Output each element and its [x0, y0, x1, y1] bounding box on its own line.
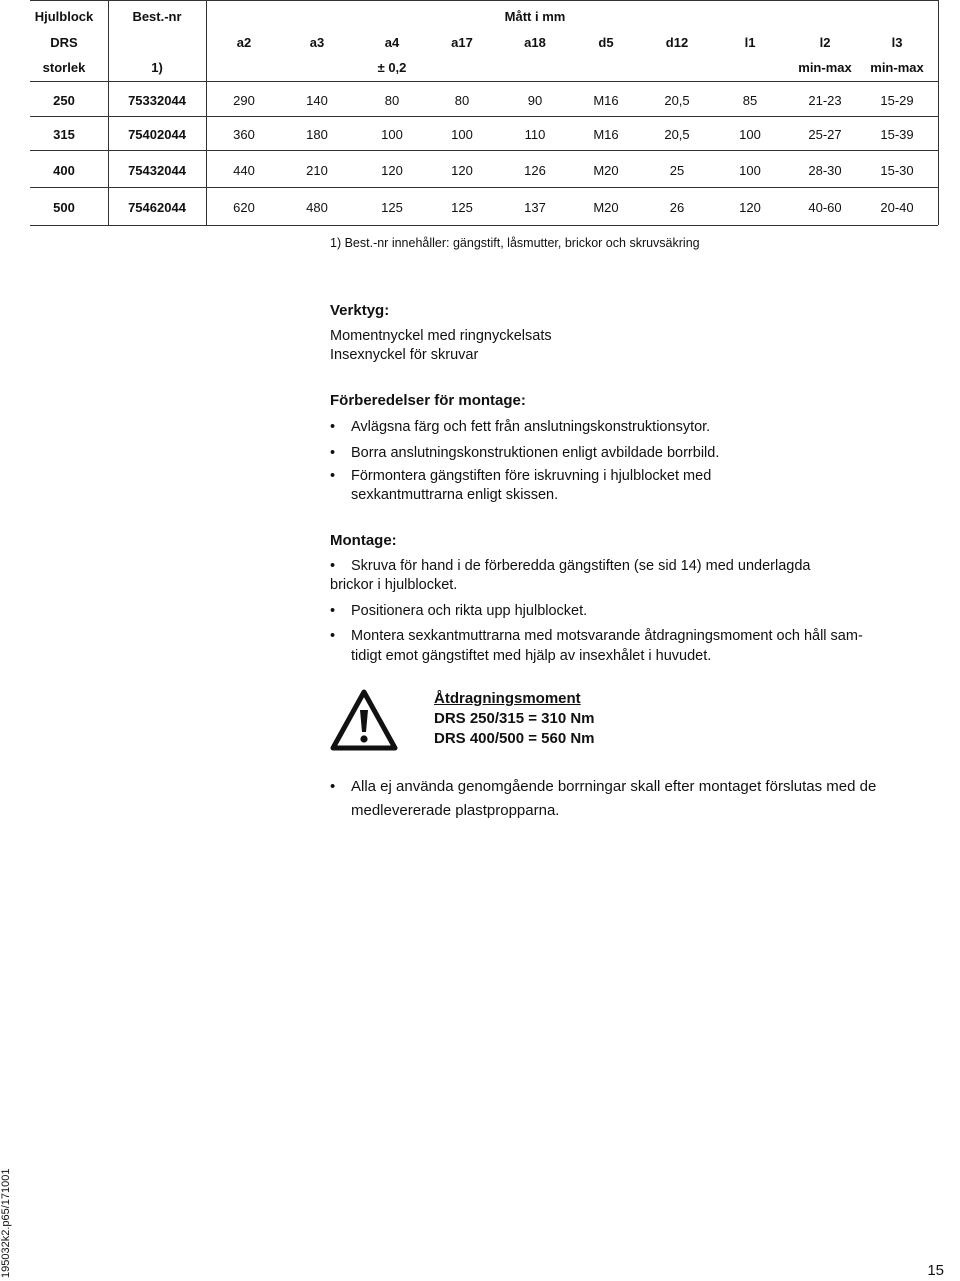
table-cell: M16 — [593, 127, 619, 142]
table-cell: 480 — [306, 200, 328, 215]
table-cell: a18 — [524, 35, 546, 50]
table-row — [30, 163, 938, 179]
table-cell: 26 — [669, 200, 685, 215]
list-item-text: Alla ej använda genomgående borrningar skall efter montaget förslutas med de — [351, 778, 877, 795]
table-cell: 100 — [451, 127, 473, 142]
table-cell: 100 — [381, 127, 403, 142]
table-cell: 250 — [53, 93, 75, 108]
table-cell: 125 — [451, 200, 473, 215]
table-cell: l1 — [744, 35, 756, 50]
table-cell: 100 — [739, 127, 761, 142]
table-cell: a17 — [451, 35, 473, 50]
table-cell: ± 0,2 — [377, 60, 407, 75]
table-cell: 80 — [454, 93, 470, 108]
table-cell: 210 — [306, 163, 328, 178]
table-cell: 315 — [53, 127, 75, 142]
bullet-icon: • — [330, 628, 336, 644]
table-group-header: Mått i mm — [504, 9, 566, 24]
table-cell: 1) — [151, 60, 163, 75]
table-cell: Best.-nr — [132, 9, 182, 24]
preparations-heading: Förberedelser för montage: — [330, 392, 526, 409]
warning-triangle-icon — [330, 688, 398, 752]
table-cell: 120 — [451, 163, 473, 178]
bullet-icon: • — [330, 445, 336, 461]
table-footnote: 1) Best.-nr innehåller: gängstift, låsmutter, brickor och skruvsäkring — [330, 236, 700, 250]
table-column-divider — [206, 0, 207, 225]
table-cell: a3 — [309, 35, 325, 50]
table-cell: 180 — [306, 127, 328, 142]
table-cell: d5 — [598, 35, 614, 50]
table-cell: 15-39 — [880, 127, 914, 142]
table-header-row — [30, 35, 938, 51]
table-cell: 290 — [233, 93, 255, 108]
bullet-icon: • — [330, 468, 336, 484]
table-cell: 25-27 — [808, 127, 842, 142]
list-item-text-cont: brickor i hjulblocket. — [330, 577, 458, 593]
bullet-icon: • — [330, 778, 336, 795]
table-cell: M16 — [593, 93, 619, 108]
table-cell: 137 — [524, 200, 546, 215]
table-cell: 90 — [527, 93, 543, 108]
torque-line-2: DRS 400/500 = 560 Nm — [434, 730, 595, 747]
table-cell: 140 — [306, 93, 328, 108]
table-cell: DRS — [50, 35, 78, 50]
table-cell: 85 — [742, 93, 758, 108]
table-rule — [30, 81, 938, 82]
table-cell: a2 — [236, 35, 252, 50]
table-cell: 120 — [739, 200, 761, 215]
table-rule — [30, 187, 938, 188]
table-cell: 100 — [739, 163, 761, 178]
torque-title: Åtdragningsmoment — [434, 690, 581, 707]
table-cell: 440 — [233, 163, 255, 178]
table-cell: 400 — [53, 163, 75, 178]
table-header-row — [30, 60, 938, 76]
table-cell: 620 — [233, 200, 255, 215]
bullet-icon: • — [330, 419, 336, 435]
table-cell: 28-30 — [808, 163, 842, 178]
table-row — [30, 200, 938, 216]
table-rule — [30, 150, 938, 151]
table-cell: M20 — [593, 200, 619, 215]
table-cell: 75402044 — [128, 127, 186, 142]
table-cell: M20 — [593, 163, 619, 178]
table-cell: 20-40 — [880, 200, 914, 215]
table-column-divider — [938, 0, 939, 225]
table-cell: 21-23 — [808, 93, 842, 108]
table-cell: 15-30 — [880, 163, 914, 178]
list-item-text: Avlägsna färg och fett från anslutningskonstruktionsytor. — [351, 419, 711, 435]
table-cell: 20,5 — [664, 127, 690, 142]
table-cell: 25 — [669, 163, 685, 178]
bullet-icon: • — [330, 558, 336, 574]
list-item-text: Förmontera gängstiften före iskruvning i hjulblocket med — [351, 468, 712, 484]
torque-line-1: DRS 250/315 = 310 Nm — [434, 710, 595, 727]
table-cell: Hjulblock — [34, 9, 94, 24]
table-cell: 110 — [524, 127, 546, 142]
list-item-text: Montera sexkantmuttrarna med motsvarande åtdragningsmoment och håll sam- — [351, 628, 863, 644]
table-cell: 80 — [384, 93, 400, 108]
table-column-divider — [108, 0, 109, 225]
table-cell: l2 — [819, 35, 831, 50]
table-cell: min-max — [798, 60, 852, 75]
bullet-icon: • — [330, 603, 336, 619]
tools-heading: Verktyg: — [330, 302, 390, 319]
table-row — [30, 93, 938, 109]
list-item-text: Borra anslutningskonstruktionen enligt avbildade borrbild. — [351, 445, 720, 461]
table-cell: d12 — [665, 35, 689, 50]
table-cell: 75432044 — [128, 163, 186, 178]
table-row — [30, 127, 938, 143]
page-number: 15 — [927, 1262, 944, 1279]
table-rule — [30, 225, 938, 226]
document-code: 195032k2.p65/171001 — [0, 1168, 12, 1278]
table-cell: 120 — [381, 163, 403, 178]
mounting-heading: Montage: — [330, 532, 397, 549]
table-cell: 40-60 — [808, 200, 842, 215]
table-rule — [30, 0, 938, 1]
table-cell: 126 — [524, 163, 546, 178]
tool-line-1: Momentnyckel med ringnyckelsats — [330, 328, 552, 344]
table-cell: 75332044 — [128, 93, 186, 108]
table-cell: 75462044 — [128, 200, 186, 215]
table-cell: l3 — [891, 35, 903, 50]
list-item-text-cont: tidigt emot gängstiftet med hjälp av insexhålet i huvudet. — [351, 648, 712, 664]
list-item-text: Skruva för hand i de förberedda gängstiften (se sid 14) med underlagda — [351, 558, 811, 574]
table-cell: a4 — [384, 35, 400, 50]
list-item-text-cont: medlevererade plastpropparna. — [351, 802, 560, 819]
table-cell: min-max — [870, 60, 924, 75]
table-cell: 125 — [381, 200, 403, 215]
table-cell: storlek — [42, 60, 86, 75]
list-item-text-cont: sexkantmuttrarna enligt skissen. — [351, 487, 559, 503]
table-cell: 20,5 — [664, 93, 690, 108]
list-item-text: Positionera och rikta upp hjulblocket. — [351, 603, 588, 619]
table-rule — [30, 116, 938, 117]
tool-line-2: Insexnyckel för skruvar — [330, 347, 479, 363]
table-cell: 15-29 — [880, 93, 914, 108]
table-cell: 360 — [233, 127, 255, 142]
table-cell: 500 — [53, 200, 75, 215]
